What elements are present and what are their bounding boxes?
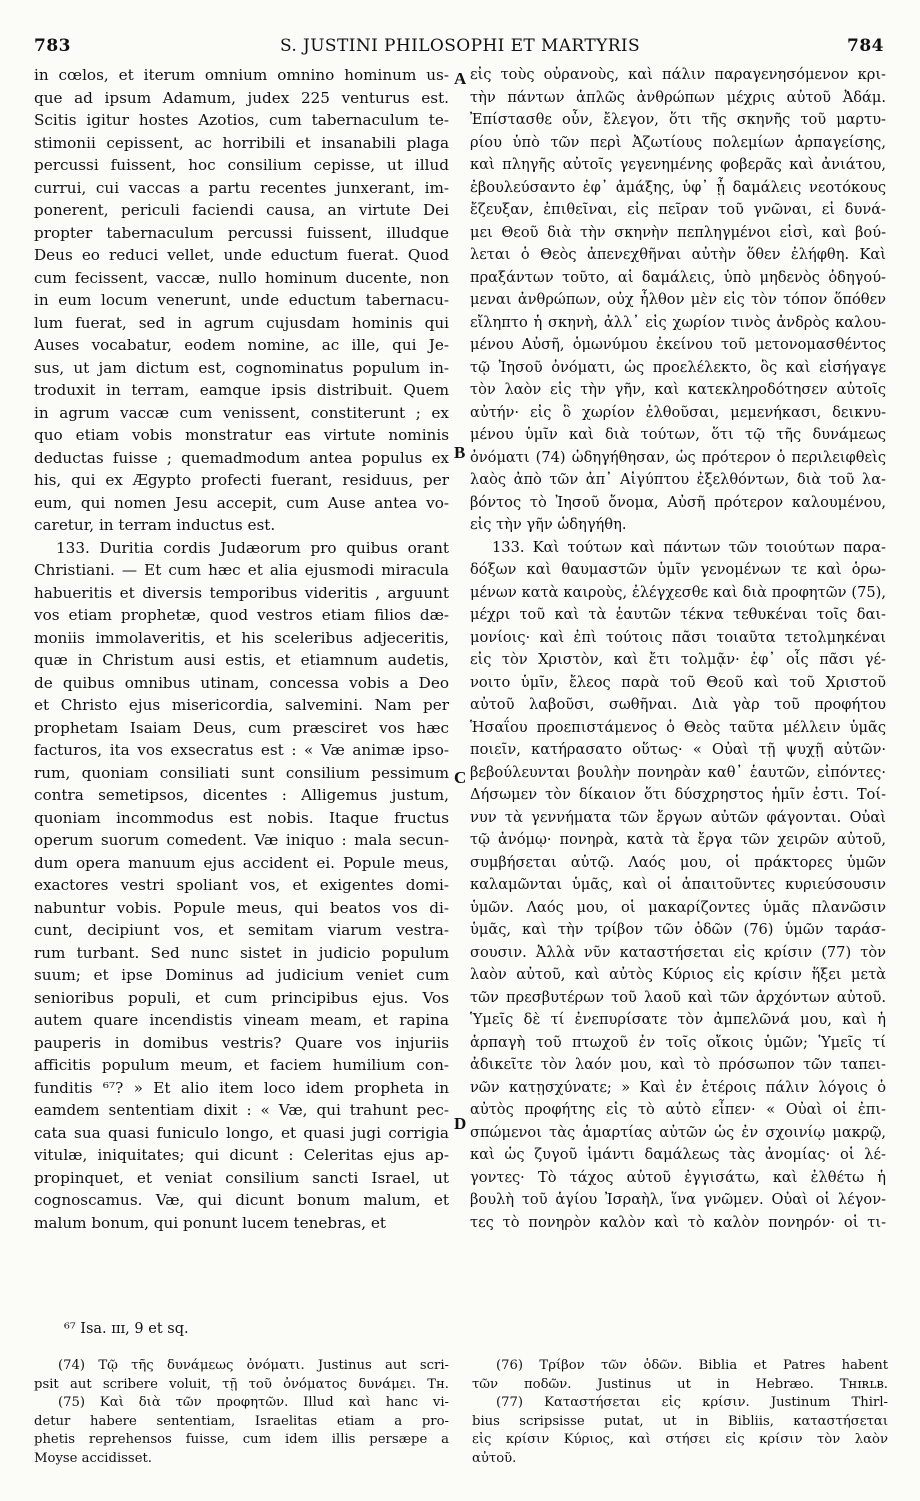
- greek-text-line: εἰς τὸν Χριστὸν, καὶ ἔτι τολμᾷν· ἐφ᾽ οἷς πᾶσι γέ-: [470, 651, 886, 668]
- latin-text-line: propter tabernaculum percussi fuissent, illudque: [34, 223, 449, 242]
- greek-text-line: πραξάντων τοῦτο, αἱ δαμάλεις, ὑπὸ μηδενὸς ὁδηγού-: [470, 268, 886, 286]
- greek-text-line: βουλὴ τοῦ ἁγίου Ἰσραὴλ, ἵνα γνῶμεν. Οὐαὶ οἱ λέγον-: [470, 1191, 886, 1208]
- greek-text-line: ἐβουλεύσαντο ἐφ᾽ ἁμάξης, ὑφ᾽ ᾗ δαμάλεις νεοτόκους: [470, 178, 886, 196]
- note-line: (75) Καὶ διὰ τῶν προφητῶν. Illud καὶ hanc vi-: [58, 1395, 449, 1410]
- latin-text-line: que ad ipsum Adamum, judex 225 venturus est.: [34, 88, 449, 107]
- greek-text-line: Ἡσαΐου προεπιστάμενος ὁ Θεὸς ταῦτα μέλλειν ὑμᾶς: [470, 718, 886, 736]
- latin-text-line: quo etiam vobis monstratur eas virtute nominis: [34, 426, 449, 444]
- greek-text-line: ἀδικεῖτε τὸν λαόν μου, καὶ τὸ πρόσωπον τῶν ταπει-: [470, 1056, 886, 1073]
- latin-text-line: rum, quoniam consiliati sunt consilium pessimum: [34, 763, 449, 782]
- latin-text-line: eum, qui nomen Jesu accepit, cum Ause antea vo-: [34, 493, 449, 512]
- latin-text-line: contra semetipsos, dicentes : Alligemus justum,: [34, 786, 449, 804]
- greek-text-line: νυν τὰ γεννήματα τῶν ἔργων αὐτῶν φάγονται. Οὐαὶ: [470, 808, 886, 826]
- greek-text-line: τῶν πρεσβυτέρων τοῦ λαοῦ καὶ τῶν ἀρχόντων αὐτοῦ.: [470, 988, 886, 1006]
- latin-text-line: in cœlos, et iterum omnium omnino hominum us-: [34, 66, 449, 84]
- page-number-left: 783: [34, 36, 71, 56]
- greek-column: [470, 64, 886, 1234]
- running-title: S. JUSTINI PHILOSOPHI ET MARTYRIS: [279, 36, 641, 56]
- latin-text-line: ponerent, periculi faciendi causa, an virtute Dei: [34, 201, 449, 219]
- latin-text-line: lum fuerat, sed in agrum cujusdam hominis qui: [34, 313, 449, 332]
- latin-text-line: cum fecissent, vaccæ, nullo hominum ducente, non: [34, 268, 449, 287]
- greek-text-line: λεται ὁ Θεὸς ἀπενεχθῆναι αὐτὴν ὅθεν ἐλήφθη. Καὶ: [470, 246, 886, 263]
- greek-text-line: σουσιν. Ἀλλὰ νῦν καταστήσεται εἰς κρίσιν (77) τὸν: [470, 943, 886, 961]
- greek-text-line: Δήσωμεν τὸν δίκαιον ὅτι δύσχρηστος ἡμῖν ἐστι. Τοί-: [470, 786, 886, 803]
- greek-text-line: βόντος τὸ Ἰησοῦ ὄνομα, Αὐσῆ πρότερον καλουμένου,: [470, 493, 886, 511]
- note-line: psit aut scribere voluit, τῇ τοῦ ὀνόματος δυνάμει. Tʜ.: [34, 1376, 449, 1392]
- latin-text-line: 133. Duritia cordis Judæorum pro quibus orant: [56, 538, 449, 557]
- section-marker-b: B: [454, 443, 466, 462]
- greek-text-line: τες τὸ πονηρὸν καλὸν καὶ τὸ καλὸν πονηρόν· οἱ τι-: [470, 1213, 886, 1231]
- greek-text-line: μένων κατὰ καιροὺς, ἐλέγχεσθε καὶ διὰ προφητῶν (75),: [470, 583, 886, 601]
- greek-text-line: σπώμενοι τὰς ἁμαρτίας αὐτῶν ὡς ἐν σχοινίῳ μακρῷ,: [470, 1123, 886, 1141]
- note-line: τῶν ποδῶν. Justinus ut in Hebræo. Tʜɪʀʟʙ.: [472, 1376, 888, 1392]
- latin-text-line: et Christo ejus misericordia, salvemini. Nam per: [34, 696, 449, 714]
- latin-text-line: currui, cui vaccas a partu recentes junxerant, im-: [34, 178, 449, 197]
- editor-notes-left: [34, 1357, 449, 1468]
- greek-text-line: εἰς τὴν γῆν ὡδηγήθη.: [470, 516, 627, 533]
- greek-text-line: αὐτοῦ λαβοῦσι, σωθῆναι. Διὰ γὰρ τοῦ προφήτου: [470, 696, 886, 713]
- greek-text-line: μένου ὑμῖν καὶ διὰ τούτων, ὅτι τῷ τῆς δυνάμεως: [470, 426, 886, 443]
- latin-text-line: de quibus omnibus utinam, concessa vobis a Deo: [34, 673, 449, 692]
- greek-text-line: νοιτο ὑμῖν, ἔλεος παρὰ τοῦ Θεοῦ καὶ τοῦ Χριστοῦ: [470, 673, 886, 691]
- latin-text-line: suum; et ipse Dominus ad judicium veniet cum: [34, 966, 449, 984]
- greek-text-line: μέχρι τοῦ καὶ τὰ ἑαυτῶν τέκνα τεθυκέναι τοῖς δαι-: [470, 606, 886, 623]
- latin-text-line: malum bonum, qui ponunt lucem tenebras, et: [34, 1213, 386, 1232]
- latin-text-line: cognoscamus. Væ, qui dicunt bonum malum, et: [34, 1191, 449, 1209]
- latin-text-line: quoniam incommodus est nobis. Itaque fructus: [34, 808, 449, 827]
- latin-text-line: sus, ut jam dictum est, cognominatus populum in-: [34, 358, 449, 377]
- latin-text-line: caretur, in terram inductus est.: [34, 516, 276, 534]
- greek-text-line: ἁρπαγὴ τοῦ πτωχοῦ ἐν τοῖς οἴκοις ὑμῶν; Ὑμεῖς τί: [470, 1033, 886, 1051]
- latin-text-line: Auses vocabatur, eodem nomine, ac ille, qui Je-: [34, 336, 449, 354]
- greek-text-line: μεναι ἀνθρώπων, οὐχ ἦλθον μὲν εἰς τὸν τόπον ὅπόθεν: [470, 291, 886, 308]
- section-marker-a: A: [454, 69, 467, 88]
- greek-text-line: ὑμῶν. Λαός μου, οἱ μακαρίζοντες ὑμᾶς πλανῶσιν: [470, 898, 886, 916]
- latin-text-line: Deus eo reduci vellet, unde eductum fuerat. Quod: [34, 246, 449, 264]
- greek-text-line: ἔζευξαν, ἐπιθεῖναι, εἰς πεῖραν τοῦ γνῶναι, εἰ δυνά-: [470, 201, 886, 218]
- latin-text-line: habueritis et diversis temporibus videritis , arguunt: [34, 583, 449, 602]
- latin-text-line: moniis immolaveritis, et his sceleribus adjeceritis,: [34, 628, 449, 647]
- latin-text-line: Scitis igitur hostes Azotios, cum tabernaculum te-: [34, 111, 449, 129]
- latin-text-line: quæ in Christum ausi estis, et etiamnum audetis,: [34, 651, 449, 669]
- greek-text-line: εἰς τοὺς οὐρανοὺς, καὶ πάλιν παραγενησόμενον κρι-: [470, 66, 886, 83]
- latin-text-line: rum turbant. Sed nunc sistet in judicio populum: [34, 943, 449, 962]
- editor-notes-right: [472, 1357, 888, 1468]
- latin-text-line: cunt, decipiunt vos, et semitam viarum vestra-: [34, 921, 449, 939]
- latin-text-line: autem quare incendistis vineam meam, et rapina: [34, 1011, 449, 1029]
- latin-text-line: facturos, ita vos exsecratus est : « Væ animæ ipso-: [34, 741, 449, 759]
- greek-text-line: ποιεῖν, κατήρασατο οὕτως· « Οὐαὶ τῇ ψυχῇ αὐτῶν·: [470, 741, 886, 758]
- greek-text-line: Ὑμεῖς δὲ τί ἐνεπυρίσατε τὸν ἀμπελῶνά μου, καὶ ἡ: [470, 1011, 886, 1028]
- scripture-footnote: ⁶⁷ Isa. ɪɪɪ, 9 et sq.: [64, 1321, 189, 1337]
- note-line: detur habere sententiam, Israelitas etiam a pro-: [34, 1413, 449, 1429]
- latin-text-line: Christiani. — Et cum hæc et alia ejusmodi miracula: [34, 561, 449, 579]
- note-line: bius scripsisse putat, ut in Bibliis, καταστήσεται: [472, 1413, 888, 1429]
- greek-text-line: Ἐπίστασθε οὖν, ἔλεγον, ὅτι τῆς σκηνῆς τοῦ μαρτυ-: [470, 111, 886, 128]
- greek-text-line: μονίοις· καὶ ἐπὶ τούτοις πᾶσι τοιαῦτα τετολμηκέναι: [470, 628, 886, 646]
- latin-text-line: in agrum vaccæ cum venissent, constiterunt ; ex: [34, 403, 449, 422]
- greek-text-line: συμβήσεται αὐτῷ. Λαός μου, οἱ πράκτορες ὑμῶν: [470, 853, 886, 871]
- greek-text-line: καὶ πληγῆς αὐτοῖς γεγενημένης φοβερᾶς καὶ ἀνιάτου,: [470, 156, 886, 173]
- latin-text-line: in eum locum venerunt, unde eductum tabernacu-: [34, 291, 449, 309]
- latin-text-line: exactores vestri spoliant vos, et exigentes domi-: [34, 876, 449, 894]
- latin-text-line: cata sua quasi funiculo longo, et quasi jugi corrigia: [34, 1123, 449, 1142]
- running-header: [0, 36, 920, 60]
- latin-text-line: dum opera manuum ejus accident ei. Popule meus,: [34, 853, 449, 872]
- greek-text-line: νῶν κατῃσχύνατε; » Καὶ ἐν ἑτέροις πάλιν λόγοις ὁ: [470, 1078, 886, 1096]
- greek-text-line: τῷ ἀνόμῳ· πονηρὰ, κατὰ τὰ ἔργα τῶν χειρῶν αὐτοῦ,: [470, 831, 886, 848]
- latin-text-line: afficitis populum meum, et faciem humilium con-: [34, 1056, 449, 1074]
- latin-text-line: stimonii cepissent, ac horribili et insanabili plaga: [34, 133, 449, 152]
- latin-text-line: vos etiam prophetæ, quod vestros etiam filios dæ-: [34, 606, 449, 624]
- greek-text-line: μει Θεοῦ διὰ τὴν σκηνὴν πεπληγμένοι εἰσὶ, καὶ βού-: [470, 223, 886, 241]
- latin-text-line: funditis ⁶⁷? » Et alio item loco idem propheta in: [34, 1078, 449, 1097]
- greek-text-line: λαὸν αὐτοῦ, καὶ αὐτὸς Κύριος εἰς κρίσιν ἥξει μετὰ: [470, 966, 886, 983]
- note-line: εἰς κρίσιν Κύριος, καὶ στήσει εἰς κρίσιν τὸν λαὸν: [472, 1432, 888, 1447]
- page-number-right: 784: [847, 36, 884, 56]
- greek-text-line: εἴληπτο ἡ σκηνὴ, ἀλλ᾽ εἰς χωρίον τινὸς ἀνδρὸς καλου-: [470, 313, 886, 331]
- latin-text-line: pauperis in domibus vestris? Quare vos injuriis: [34, 1033, 449, 1052]
- greek-text-line: τῷ Ἰησοῦ ὀνόματι, ὡς προελέλεκτο, ὃς καὶ εἰσήγαγε: [470, 358, 886, 376]
- greek-text-line: βεβούλευνται βουλὴν πονηρὰν καθ᾽ ἑαυτῶν, εἰπόντες·: [470, 763, 886, 781]
- note-line: phetis reprehensos fuisse, cum idem illis persæpe a: [34, 1432, 449, 1447]
- greek-text-line: ὀνόματι (74) ὡδηγήθησαν, ὡς πρότερον ὁ περιλειφθεὶς: [470, 448, 886, 466]
- latin-text-line: deductas fuisse ; quemadmodum antea populus ex: [34, 448, 449, 467]
- section-marker-c: C: [454, 768, 467, 787]
- latin-text-line: his, qui ex Ægypto profecti fuerant, residuus, per: [34, 471, 449, 489]
- greek-text-line: μένου Αὐσῆ, ὁμωνύμου ἐκείνου τοῦ μετονομασθέντος: [470, 336, 886, 353]
- greek-text-line: αὐτὸς προφήτης εἰς τὸ αὐτὸ εἶπεν· « Οὐαὶ οἱ ἐπι-: [470, 1101, 886, 1118]
- latin-text-line: senioribus populi, et cum principibus ejus. Vos: [34, 988, 449, 1007]
- greek-text-line: τὴν πάντων ἁπλῶς ἀνθρώπων μέχρις αὐτοῦ Ἀδάμ.: [470, 88, 886, 106]
- greek-text-line: ρίου ὑπὸ τῶν περὶ Ἀζωτίους πολεμίων ἁρπαγείσης,: [470, 133, 886, 151]
- note-line: (76) Τρίβον τῶν ὁδῶν. Biblia et Patres habent: [496, 1358, 888, 1373]
- note-line: Moyse accidisset.: [34, 1450, 152, 1466]
- latin-text-line: eamdem sententiam dixit : « Væ, qui trahunt pec-: [34, 1101, 449, 1119]
- section-marker-d: D: [454, 1114, 467, 1133]
- latin-text-line: prophetam Isaiam Deus, cum præsciret vos hæc: [34, 718, 449, 737]
- greek-text-line: γοντες· Τὸ τάχος αὐτοῦ ἐγγισάτω, καὶ ἐλθέτω ἡ: [470, 1168, 886, 1186]
- greek-text-line: καλαμῶνται ὑμᾶς, καὶ οἱ ἀπαιτοῦντες κυριεύσουσιν: [470, 876, 886, 893]
- greek-text-line: 133. Καὶ τούτων καὶ πάντων τῶν τοιούτων παρα-: [492, 538, 886, 556]
- greek-text-line: αὐτήν· εἰς ὃ χωρίον ἐλθοῦσαι, μεμενήκασι, δεικνυ-: [470, 403, 886, 421]
- greek-text-line: τὸν λαὸν εἰς τὴν γῆν, καὶ κατεκληροδότησεν αὐτοῖς: [470, 381, 886, 398]
- latin-column: [34, 64, 449, 1234]
- latin-text-line: nabuntur vobis. Popule meus, qui beatos vos di-: [34, 898, 449, 917]
- note-line: (74) Τῷ τῆς δυνάμεως ὀνόματι. Justinus aut scri-: [58, 1358, 449, 1373]
- greek-text-line: ὑμᾶς, καὶ τὴν τρίβον τῶν ὁδῶν (76) ὑμῶν ταράσ-: [470, 921, 886, 938]
- note-line: (77) Καταστήσεται εἰς κρίσιν. Justinum Thirl-: [496, 1395, 888, 1410]
- latin-text-line: vitulæ, iniquitates; qui dicunt : Celeritas ejus ap-: [34, 1146, 449, 1164]
- greek-text-line: καὶ ὡς ζυγοῦ ἱμάντι δαμάλεως τὰς ἀνομίας· οἱ λέ-: [470, 1146, 886, 1163]
- latin-text-line: operum suorum comedent. Væ iniquo : mala secun-: [34, 831, 449, 849]
- note-line: αὐτοῦ.: [472, 1450, 517, 1466]
- latin-text-line: percussi fuissent, hoc consilium cepisse, ut illud: [34, 156, 449, 174]
- latin-text-line: propinquet, et veniat consilium sancti Israel, ut: [34, 1168, 449, 1187]
- greek-text-line: λαὸς ἀπὸ τῶν ἀπ᾽ Αἰγύπτου ἐξελθόντων, διὰ τοῦ λα-: [470, 471, 886, 488]
- latin-text-line: troduxit in terram, eamque ipsis distribuit. Quem: [34, 381, 449, 399]
- greek-text-line: δόξων καὶ θαυμαστῶν ὑμῖν γενομένων τε καὶ ὁρω-: [470, 561, 886, 578]
